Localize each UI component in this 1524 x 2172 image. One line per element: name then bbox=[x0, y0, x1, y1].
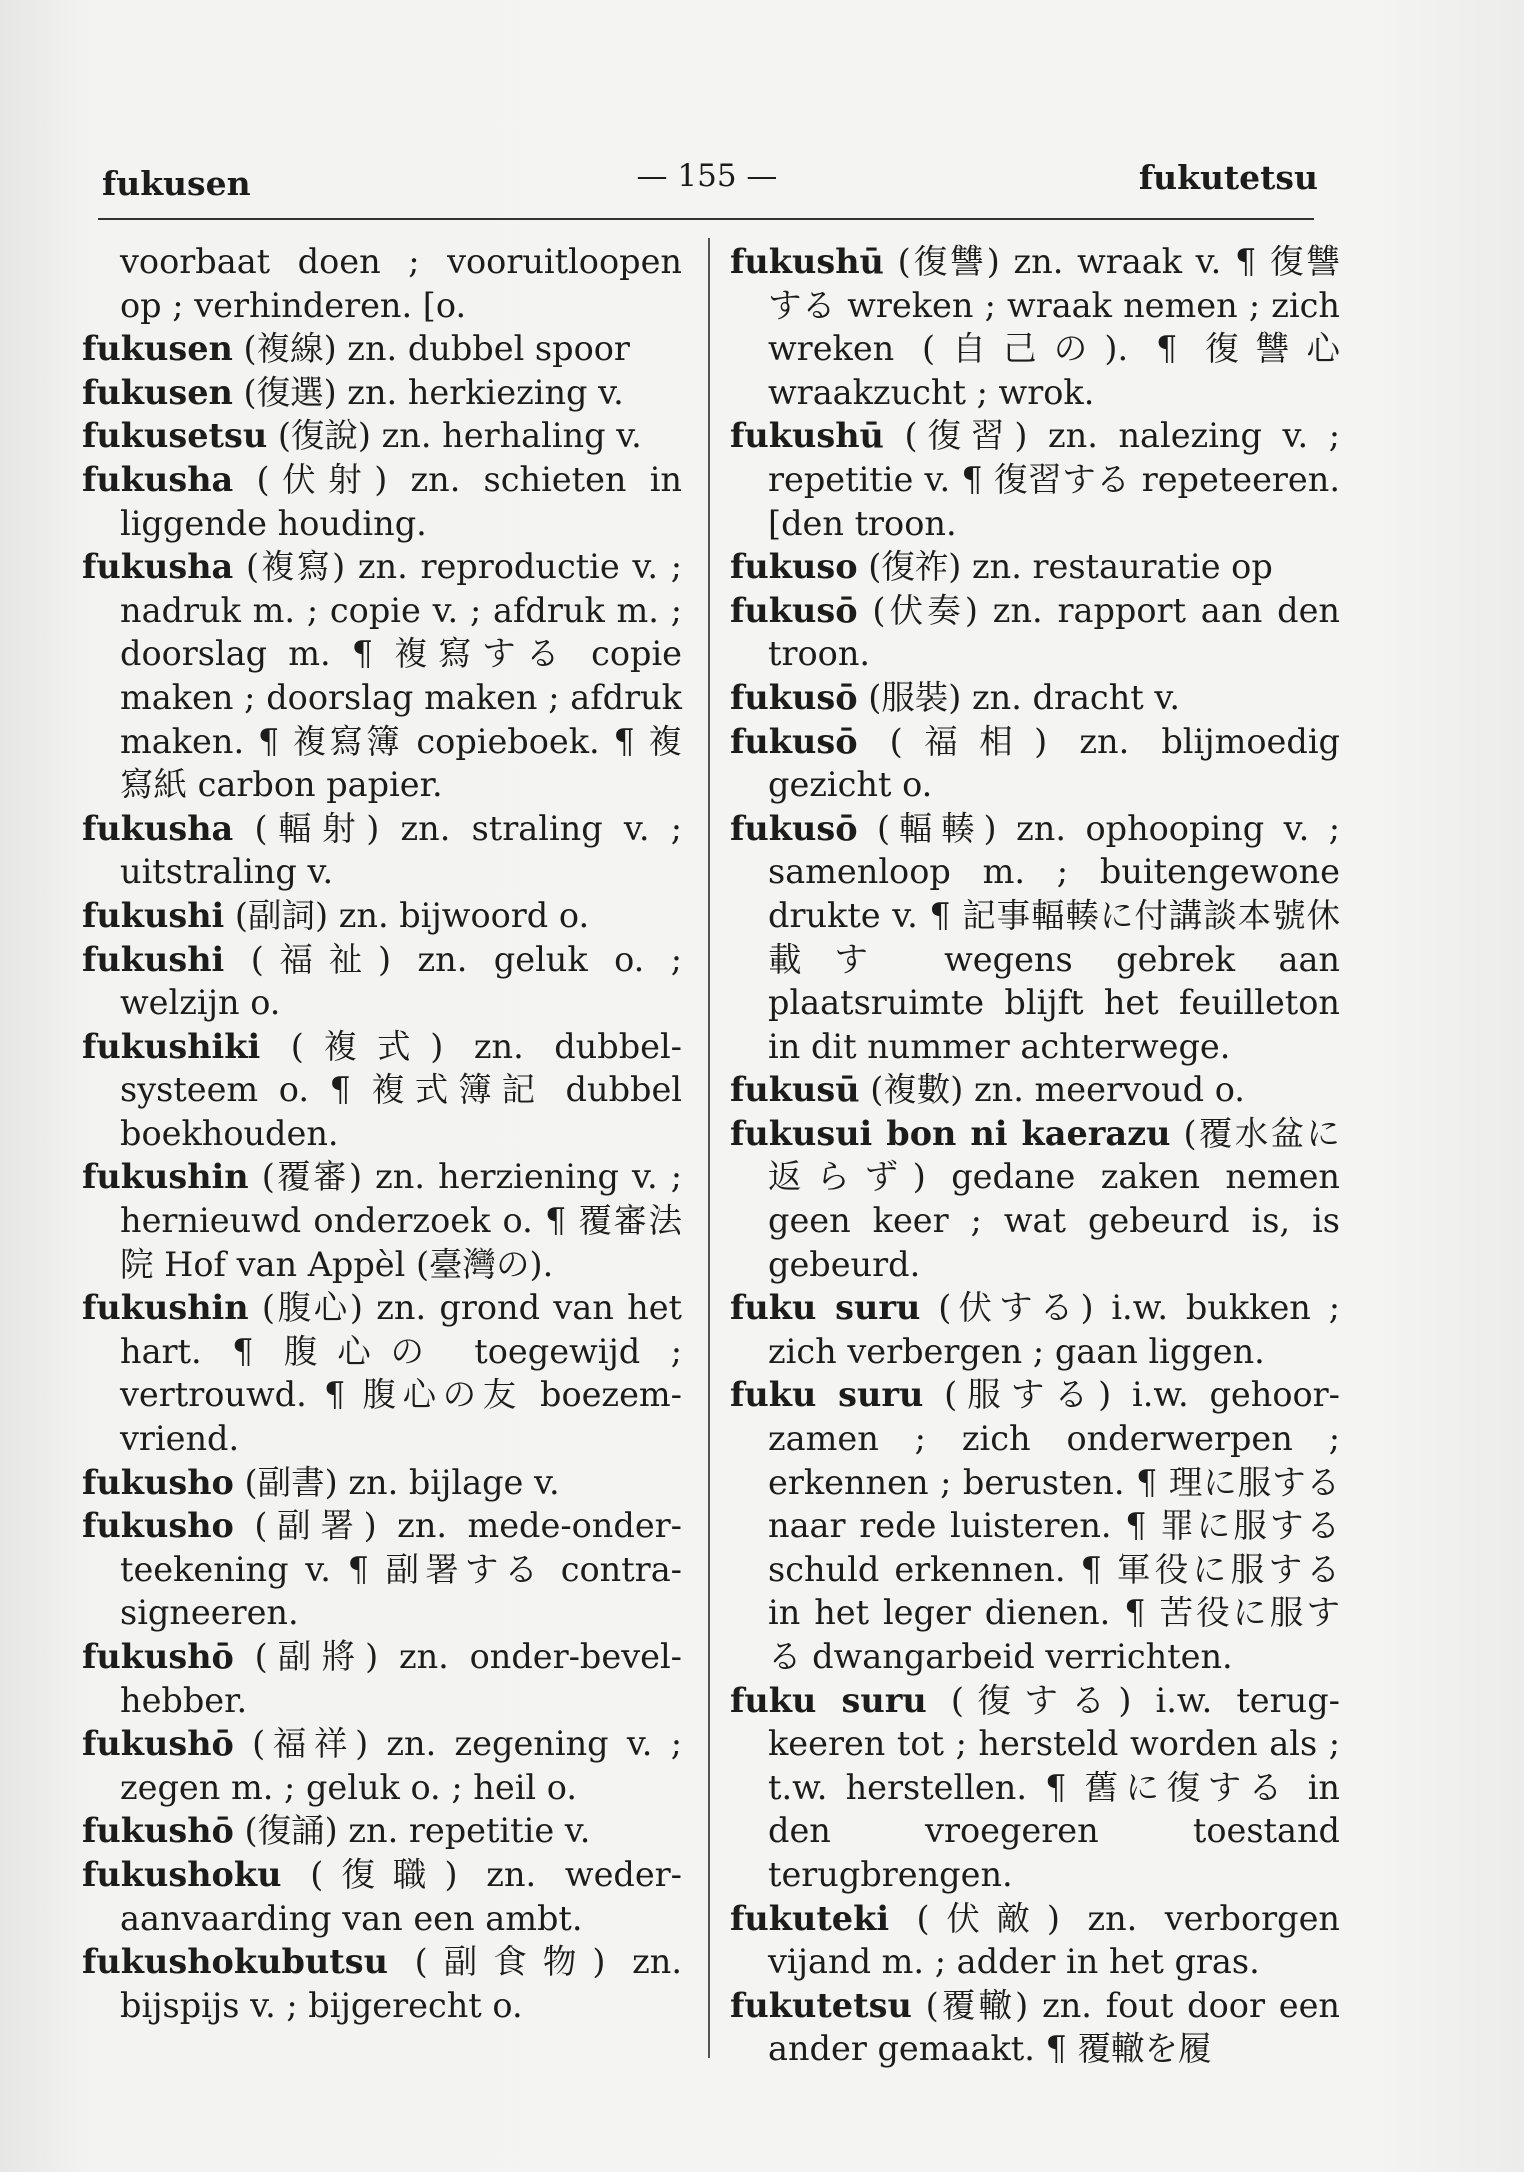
dictionary-entry bbox=[82, 1025, 682, 1156]
right-running-head: fukutetsu bbox=[1138, 158, 1318, 197]
entry-headword: fukushō bbox=[82, 1811, 234, 1851]
dictionary-entry bbox=[730, 1112, 1340, 1286]
entry-headword: fukushin bbox=[82, 1157, 249, 1197]
entry-definition: (復習) zn. nalezing v. ; repetitie v. ¶ 復習する repeteeren. [den troon. bbox=[768, 416, 1340, 543]
dictionary-entry bbox=[82, 1853, 682, 1940]
entry-definition: (副食物) zn. bijspijs v. ; bijgerecht o. bbox=[120, 1942, 682, 2025]
entry-definition: (覆審) zn. herziening v. ; hernieuwd onderzoek o. ¶ 覆審法院 Hof van Appèl (臺灣の). bbox=[120, 1157, 682, 1284]
entry-definition: (復する) i.w. terug-keeren tot ; hersteld worden als ; t.w. herstellen. ¶ 舊に復する in den vroegeren toestand terugbrengen. bbox=[768, 1680, 1340, 1894]
dictionary-entry bbox=[82, 240, 682, 327]
entry-definition: (復說) zn. herhaling v. bbox=[267, 416, 642, 456]
entry-definition: (復職) zn. weder-aanvaarding van een ambt. bbox=[120, 1854, 682, 1938]
entry-headword: fukusō bbox=[730, 677, 858, 717]
dictionary-entry bbox=[82, 1809, 682, 1853]
entry-headword: fukuso bbox=[730, 547, 858, 587]
dictionary-entry bbox=[730, 1373, 1340, 1678]
entry-definition: (覆水盆に返らず) gedane zaken nemen geen keer ; wat gebeurd is, is gebeurd. bbox=[768, 1113, 1340, 1284]
dictionary-entry bbox=[730, 807, 1340, 1069]
dictionary-entry bbox=[82, 545, 682, 807]
left-running-head: fukusen bbox=[102, 164, 251, 203]
dictionary-entry bbox=[82, 1635, 682, 1722]
header-rule bbox=[98, 218, 1314, 220]
entry-definition: voorbaat doen ; vooruitloopen op ; verhinderen. [o. bbox=[120, 242, 682, 325]
entry-headword: fukusha bbox=[82, 808, 234, 848]
entry-definition: (復選) zn. herkiezing v. bbox=[232, 372, 624, 412]
entry-definition: (伏射) zn. schieten in liggende houding. bbox=[120, 459, 682, 543]
entry-definition: (伏する) i.w. bukken ; zich verbergen ; gaan liggen. bbox=[768, 1288, 1340, 1371]
entry-definition: (腹心) zn. grond van het hart. ¶ 腹心の toegewijd ; vertrouwd. ¶ 腹心の友 boezem-vriend. bbox=[120, 1288, 682, 1459]
entry-headword: fuku suru bbox=[730, 1375, 924, 1415]
entry-definition: (伏敵) zn. verborgen vijand m. ; adder in het gras. bbox=[768, 1898, 1340, 1982]
dictionary-entry bbox=[82, 1940, 682, 2027]
entry-headword: fukushi bbox=[82, 895, 225, 935]
page-header bbox=[96, 150, 1318, 210]
entry-headword: fukusui bon ni kaerazu bbox=[730, 1113, 1171, 1153]
dictionary-entry bbox=[730, 589, 1340, 676]
entry-headword: fukusū bbox=[730, 1070, 860, 1110]
entry-definition: (副署) zn. mede-onder-teekening v. ¶ 副署する contra-signeeren. bbox=[120, 1506, 682, 1633]
entry-headword: fukushiki bbox=[82, 1026, 261, 1066]
entry-headword: fukusha bbox=[82, 459, 234, 499]
entry-headword: fukushokubutsu bbox=[82, 1942, 388, 1982]
entry-headword: fukushū bbox=[730, 242, 884, 281]
entry-headword: fukushi bbox=[82, 939, 225, 979]
entry-headword: fukutetsu bbox=[730, 1985, 912, 2025]
entry-headword: fukusho bbox=[82, 1506, 234, 1546]
entry-definition: (服裝) zn. dracht v. bbox=[857, 677, 1180, 717]
entry-definition: (複式) zn. dubbel-systeem o. ¶ 複式簿記 dubbel boekhouden. bbox=[120, 1026, 682, 1153]
entry-definition: (覆轍) zn. fout door een ander gemaakt. ¶ 覆轍を履 bbox=[768, 1985, 1340, 2069]
entry-definition: (福祥) zn. zegening v. ; zegen m. ; geluk o. ; heil o. bbox=[120, 1724, 682, 1807]
dictionary-entry bbox=[730, 414, 1340, 545]
entry-definition: (福祉) zn. geluk o. ; welzijn o. bbox=[120, 939, 682, 1023]
entry-headword: fukusen bbox=[82, 372, 233, 412]
dictionary-entry bbox=[82, 1155, 682, 1286]
dictionary-entry bbox=[82, 414, 682, 458]
dictionary-entry bbox=[82, 1722, 682, 1809]
left-column bbox=[82, 240, 682, 2027]
entry-headword: fuku suru bbox=[730, 1288, 921, 1328]
dictionary-entry bbox=[82, 894, 682, 938]
entry-headword: fukuteki bbox=[730, 1898, 890, 1938]
entry-definition: (復祚) zn. restauratie op bbox=[857, 547, 1273, 587]
dictionary-entry bbox=[82, 938, 682, 1025]
dictionary-entry bbox=[82, 1504, 682, 1635]
dictionary-entry bbox=[82, 371, 682, 415]
entry-definition: (伏奏) zn. rapport aan den troon. bbox=[768, 590, 1340, 674]
entry-headword: fuku suru bbox=[730, 1680, 927, 1720]
entry-definition: (輻輳) zn. ophooping v. ; samenloop m. ; buitengewone drukte v. ¶ 記事輻輳に付講談本號休載す wegens gebrek aan plaatsruimte blijft het feuilleton in dit nummer achterwege. bbox=[768, 808, 1340, 1066]
entry-definition: (副將) zn. onder-bevel-hebber. bbox=[120, 1637, 682, 1720]
entry-definition: (副詞) zn. bijwoord o. bbox=[224, 895, 590, 935]
entry-definition: (複線) zn. dubbel spoor bbox=[232, 329, 630, 369]
entry-headword: fukushō bbox=[82, 1724, 234, 1764]
entry-headword: fukusha bbox=[82, 547, 234, 587]
entry-definition: (副書) zn. bijlage v. bbox=[233, 1462, 560, 1502]
dictionary-entry bbox=[730, 1984, 1340, 2071]
dictionary-entry bbox=[730, 1679, 1340, 1897]
dictionary-entry bbox=[82, 807, 682, 894]
entry-headword: fukusen bbox=[82, 329, 233, 369]
dictionary-entry bbox=[730, 240, 1340, 414]
dictionary-entry bbox=[82, 327, 682, 371]
dictionary-entry bbox=[82, 1286, 682, 1460]
entry-headword: fukusō bbox=[730, 721, 858, 761]
dictionary-entry bbox=[82, 458, 682, 545]
entry-definition: (複數) zn. meervoud o. bbox=[859, 1070, 1245, 1110]
dictionary-entry bbox=[82, 1461, 682, 1505]
entry-definition: (服する) i.w. gehoor-zamen ; zich onderwerpen ; erkennen ; berusten. ¶ 理に服する naar rede luisteren. ¶ 罪に服する schuld erkennen. ¶ 軍役に服する in het leger dienen. ¶ 苦役に服する dwangarbeid verrichten. bbox=[768, 1375, 1340, 1676]
dictionary-entry bbox=[730, 1068, 1340, 1112]
entry-definition: (福相) zn. blijmoedig gezicht o. bbox=[768, 721, 1340, 805]
dictionary-entry bbox=[730, 676, 1340, 720]
dictionary-entry bbox=[730, 720, 1340, 807]
entry-headword: fukusō bbox=[730, 808, 858, 848]
entry-headword: fukushō bbox=[82, 1637, 234, 1676]
column-divider bbox=[708, 238, 710, 2058]
page-number: — 155 — bbox=[636, 158, 778, 194]
entry-headword: fukushoku bbox=[82, 1854, 282, 1894]
entry-headword: fukusetsu bbox=[82, 416, 268, 456]
right-column bbox=[730, 240, 1340, 2071]
dictionary-entry bbox=[730, 1897, 1340, 1984]
entry-definition: (複寫) zn. reproductie v. ; nadruk m. ; copie v. ; afdruk m. ; doorslag m. ¶ 複寫する copie maken ; doorslag maken ; afdruk maken. ¶ 複寫簿 copieboek. ¶ 複寫紙 carbon papier. bbox=[120, 547, 682, 805]
entry-headword: fukushū bbox=[730, 416, 884, 456]
entry-definition: (輻射) zn. straling v. ; uitstraling v. bbox=[120, 808, 682, 892]
entry-headword: fukushin bbox=[82, 1288, 249, 1328]
entry-headword: fukusho bbox=[82, 1462, 234, 1502]
entry-definition: (復誦) zn. repetitie v. bbox=[233, 1811, 591, 1851]
dictionary-entry bbox=[730, 545, 1340, 589]
entry-definition: (復讐) zn. wraak v. ¶ 復讐する wreken ; wraak nemen ; zich wreken (自己の). ¶ 復讐心 wraakzucht ; wrok. bbox=[768, 242, 1340, 412]
dictionary-entry bbox=[730, 1286, 1340, 1373]
entry-headword: fukusō bbox=[730, 590, 858, 630]
